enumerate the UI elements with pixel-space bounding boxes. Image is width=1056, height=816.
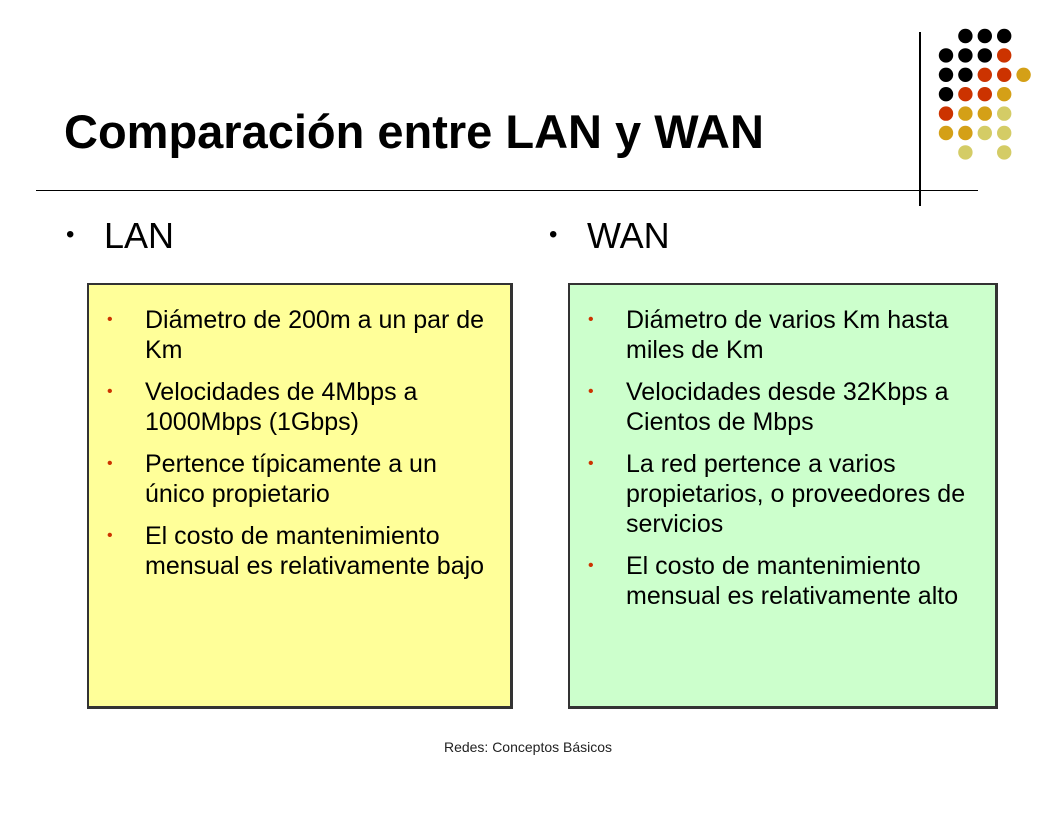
decorative-dot — [958, 87, 972, 101]
decorative-dot — [978, 106, 992, 120]
list-item: • Diámetro de varios Km hasta miles de Km — [588, 306, 949, 364]
decorative-dot — [997, 48, 1011, 62]
decorative-dot — [997, 87, 1011, 101]
horizontal-divider — [36, 190, 978, 191]
decorative-dot — [939, 106, 953, 120]
wan-heading-label: WAN — [587, 215, 670, 256]
lan-feature-list — [89, 285, 510, 581]
list-item: • El costo de mantenimiento mensual es relativamente alto — [588, 552, 959, 610]
lan-features-box — [87, 283, 513, 709]
decorative-dot — [939, 126, 953, 140]
decorative-dot — [997, 29, 1011, 43]
bullet-icon: • — [588, 311, 594, 328]
list-item: • Diámetro de 200m a un par de Km — [107, 306, 485, 364]
decorative-dot — [958, 68, 972, 82]
list-item: • Velocidades desde 32Kbps a Cientos de Mbps — [588, 378, 949, 436]
decorative-dot — [958, 145, 972, 159]
decorative-dot — [978, 48, 992, 62]
wan-feature-list — [570, 285, 995, 611]
decorative-dot — [1016, 68, 1030, 82]
list-item: • Velocidades de 4Mbps a 1000Mbps (1Gbps) — [107, 378, 418, 436]
bullet-icon: • — [107, 383, 113, 400]
decorative-dot — [958, 126, 972, 140]
decorative-dot — [997, 106, 1011, 120]
slide-title: Comparación entre LAN y WAN — [64, 105, 764, 158]
decorative-dot — [997, 126, 1011, 140]
lan-heading — [66, 215, 175, 256]
bullet-icon: • — [549, 221, 558, 248]
decorative-dot — [939, 68, 953, 82]
bullet-icon: • — [107, 311, 113, 328]
decorative-dot — [978, 126, 992, 140]
decorative-dot — [958, 106, 972, 120]
decorative-dot — [958, 29, 972, 43]
bullet-icon: • — [107, 527, 113, 544]
bullet-icon: • — [66, 221, 75, 248]
list-item: • Pertence típicamente a un único propietario — [107, 450, 437, 508]
bullet-icon: • — [588, 557, 594, 574]
wan-heading — [549, 215, 670, 256]
decorative-dot — [978, 87, 992, 101]
bullet-icon: • — [588, 455, 594, 472]
bullet-icon: • — [588, 383, 594, 400]
decorative-dot-grid — [0, 0, 1056, 200]
bullet-icon: • — [107, 455, 113, 472]
decorative-dot — [997, 145, 1011, 159]
decorative-dot — [958, 48, 972, 62]
decorative-dot — [997, 68, 1011, 82]
vertical-divider — [919, 32, 921, 206]
wan-features-box — [568, 283, 998, 709]
slide-footer: Redes: Conceptos Básicos — [443, 739, 613, 755]
decorative-dot — [978, 68, 992, 82]
decorative-dot — [978, 29, 992, 43]
lan-heading-label: LAN — [104, 215, 175, 256]
list-item: • El costo de mantenimiento mensual es relativamente bajo — [107, 522, 485, 580]
decorative-dot — [939, 48, 953, 62]
decorative-dot — [939, 87, 953, 101]
list-item: • La red pertence a varios propietarios, o proveedores de servicios — [588, 450, 966, 538]
